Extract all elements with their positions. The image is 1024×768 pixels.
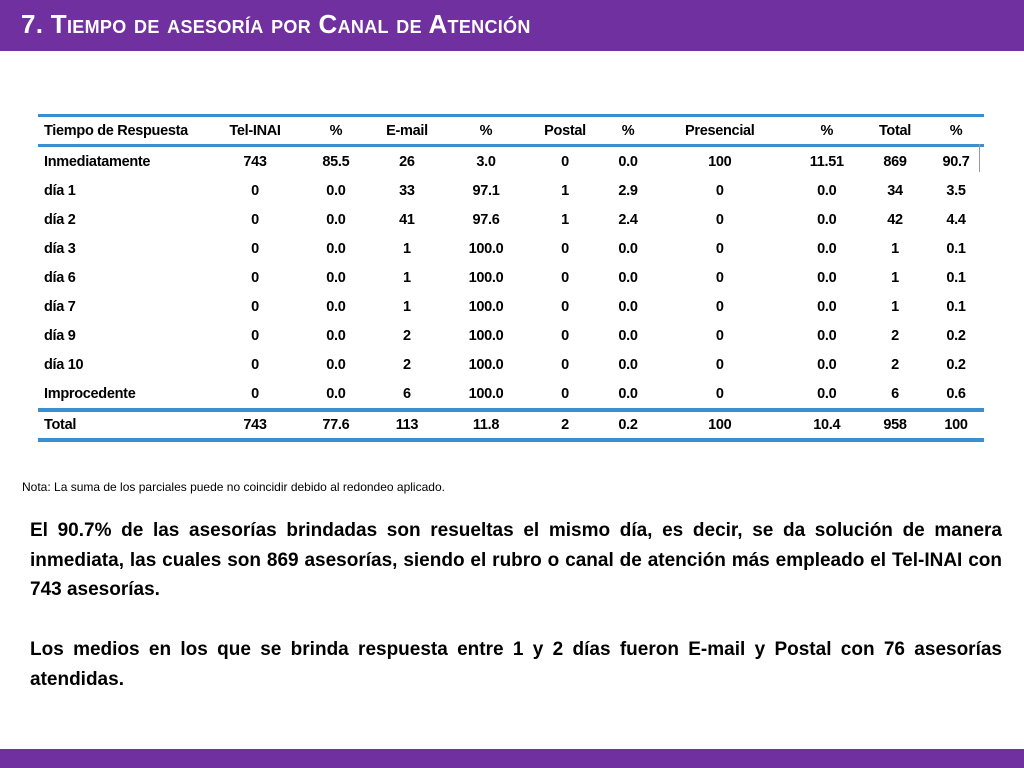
table-row [38,205,984,234]
table-cell: 0.1 [946,269,966,286]
table-cell: 1 [891,269,899,286]
table-cell: 0.0 [817,327,837,344]
table-cell: 0 [251,356,259,373]
table-cell: 1 [403,298,411,315]
row-label: día 3 [44,240,76,257]
title-bar [0,0,1024,51]
summary-paragraph-2: Los medios en los que se brinda respuesta entre 1 y 2 días fueron E-mail y Postal con 76 asesorías atendidas. [30,639,1002,690]
table-cell: 42 [887,211,903,228]
table-cell: 0 [561,356,569,373]
table-cell: 0 [715,182,724,199]
table-cell: 0.0 [817,240,837,257]
total-cell: 77.6 [322,417,350,433]
table-cell: 26 [399,153,415,170]
page-title: 7. Tiempo de asesoría por Canal de Atención [21,9,531,39]
table-cell: 2.4 [618,211,638,228]
table-cell: 869 [883,153,907,170]
table-header-row [38,116,984,146]
table-cell: 0.0 [817,298,837,315]
table-body [38,146,984,441]
table-cell: 41 [399,211,415,228]
column-header: % [820,122,834,139]
total-cell: 100 [944,417,968,433]
table-cell: 0 [715,240,724,257]
table-cell: 0 [251,269,259,286]
table-cell: 0.0 [326,211,346,228]
table-cell: 0 [715,385,724,402]
table-cell: 0 [251,182,259,199]
table-cell: 0.0 [326,327,346,344]
table-cell: 100.0 [468,356,504,373]
table-cell: 100.0 [468,385,504,402]
table-cell: 0 [561,153,569,170]
table-cell: 0.2 [946,356,966,373]
row-label: Inmediatamente [44,153,151,170]
table-row [38,234,984,263]
bottom-bar [0,749,1024,768]
table-cell: 1 [403,269,411,286]
table-cell: 0.0 [817,356,837,373]
table-row [38,379,984,410]
table-cell: 33 [399,182,415,199]
table-cell: 1 [403,240,411,257]
table-cell: 0 [561,269,569,286]
table-cell: 85.5 [322,153,350,170]
table-cell: 0.0 [817,385,837,402]
table-cell: 0.0 [618,356,638,373]
table-note: Nota: La suma de los parciales puede no coincidir debido al redondeo aplicado. [22,480,445,494]
table-cell: 0.1 [946,298,966,315]
table-row [38,263,984,292]
table-cell: 0.0 [817,211,837,228]
table-cell: 97.6 [472,211,500,228]
table-cell: 0 [251,327,259,344]
table-cell: 6 [891,385,899,402]
table-cell: 100.0 [468,298,504,315]
table-row [38,146,984,177]
table-cell: 4.4 [946,211,966,228]
total-cell: 0.2 [618,417,638,433]
total-label: Total [44,417,77,433]
table-cell: 0.0 [817,182,837,199]
column-header: Presencial [684,122,755,139]
table-cell: 2 [891,356,899,373]
table-cell: 100 [708,153,732,170]
row-label: Improcedente [44,385,136,402]
table-cell: 3.0 [476,153,496,170]
table-cell: 0.0 [326,240,346,257]
table-right-border [979,144,980,172]
table-cell: 100.0 [468,240,504,257]
table-cell: 743 [243,153,267,170]
table-cell: 0 [561,327,569,344]
column-header: Total [878,122,911,139]
table-row [38,350,984,379]
table-cell: 0 [251,240,259,257]
table-row [38,176,984,205]
total-cell: 743 [243,417,267,433]
row-label: día 1 [44,182,76,199]
table-cell: 11.51 [809,153,844,170]
table-cell: 0.6 [946,385,966,402]
table-cell: 0.0 [618,240,638,257]
response-time-table-container [38,114,984,442]
table-cell: 97.1 [472,182,500,199]
row-label: día 2 [44,211,76,228]
row-label: día 6 [44,269,76,286]
table-cell: 1 [891,240,899,257]
table-cell: 0 [715,269,724,286]
total-cell: 11.8 [472,417,500,433]
table-cell: 2.9 [618,182,638,199]
table-cell: 2 [403,327,411,344]
column-header: Tiempo de Respuesta [44,122,188,139]
total-cell: 10.4 [813,417,841,433]
table-cell: 0 [561,240,569,257]
row-label: día 9 [44,327,76,344]
total-row [38,410,984,440]
total-cell: 958 [883,417,907,433]
column-header: Tel-INAI [229,122,281,139]
table-cell: 2 [403,356,411,373]
table-cell: 90.7 [942,153,970,170]
table-cell: 0.2 [946,327,966,344]
table-cell: 34 [887,182,903,199]
table-cell: 0.1 [946,240,966,257]
table-row [38,321,984,350]
table-cell: 1 [561,182,569,199]
column-header: % [329,122,343,139]
table-cell: 0 [715,327,724,344]
table-cell: 0.0 [326,182,346,199]
table-cell: 0.0 [618,298,638,315]
table-cell: 0.0 [618,153,638,170]
table-cell: 0.0 [618,269,638,286]
column-header: % [621,122,635,139]
table-cell: 0 [251,298,259,315]
column-header: E-mail [386,122,428,139]
row-label: día 10 [44,356,84,373]
table-cell: 0 [715,211,724,228]
table-cell: 0.0 [326,385,346,402]
table-cell: 0.0 [326,269,346,286]
table-cell: 0 [561,298,569,315]
table-cell: 0.0 [326,298,346,315]
table-cell: 0 [251,385,259,402]
table-cell: 0 [715,356,724,373]
response-time-table [38,114,984,442]
table-cell: 1 [561,211,569,228]
table-cell: 0.0 [618,327,638,344]
table-row [38,292,984,321]
column-header: % [949,122,963,139]
summary-paragraph-1: El 90.7% de las asesorías brindadas son resueltas el mismo día, es decir, se da solución de manera inmediata, las cuales son 869 asesorías, siendo el rubro o canal de atención más empleado el Tel-INAI con 743 asesorías. [30,520,1002,600]
total-cell: 100 [708,417,732,433]
table-cell: 1 [891,298,899,315]
row-label: día 7 [44,298,76,315]
table-cell: 6 [403,385,411,402]
table-cell: 0 [715,298,724,315]
total-cell: 2 [561,417,569,433]
table-cell: 100.0 [468,327,504,344]
table-cell: 0.0 [618,385,638,402]
table-cell: 0 [561,385,569,402]
table-cell: 0.0 [817,269,837,286]
table-cell: 0 [251,211,259,228]
table-cell: 3.5 [946,182,966,199]
total-cell: 113 [395,417,419,433]
column-header: Postal [544,122,586,139]
table-cell: 100.0 [468,269,504,286]
table-cell: 2 [891,327,899,344]
column-header: % [479,122,493,139]
table-cell: 0.0 [326,356,346,373]
